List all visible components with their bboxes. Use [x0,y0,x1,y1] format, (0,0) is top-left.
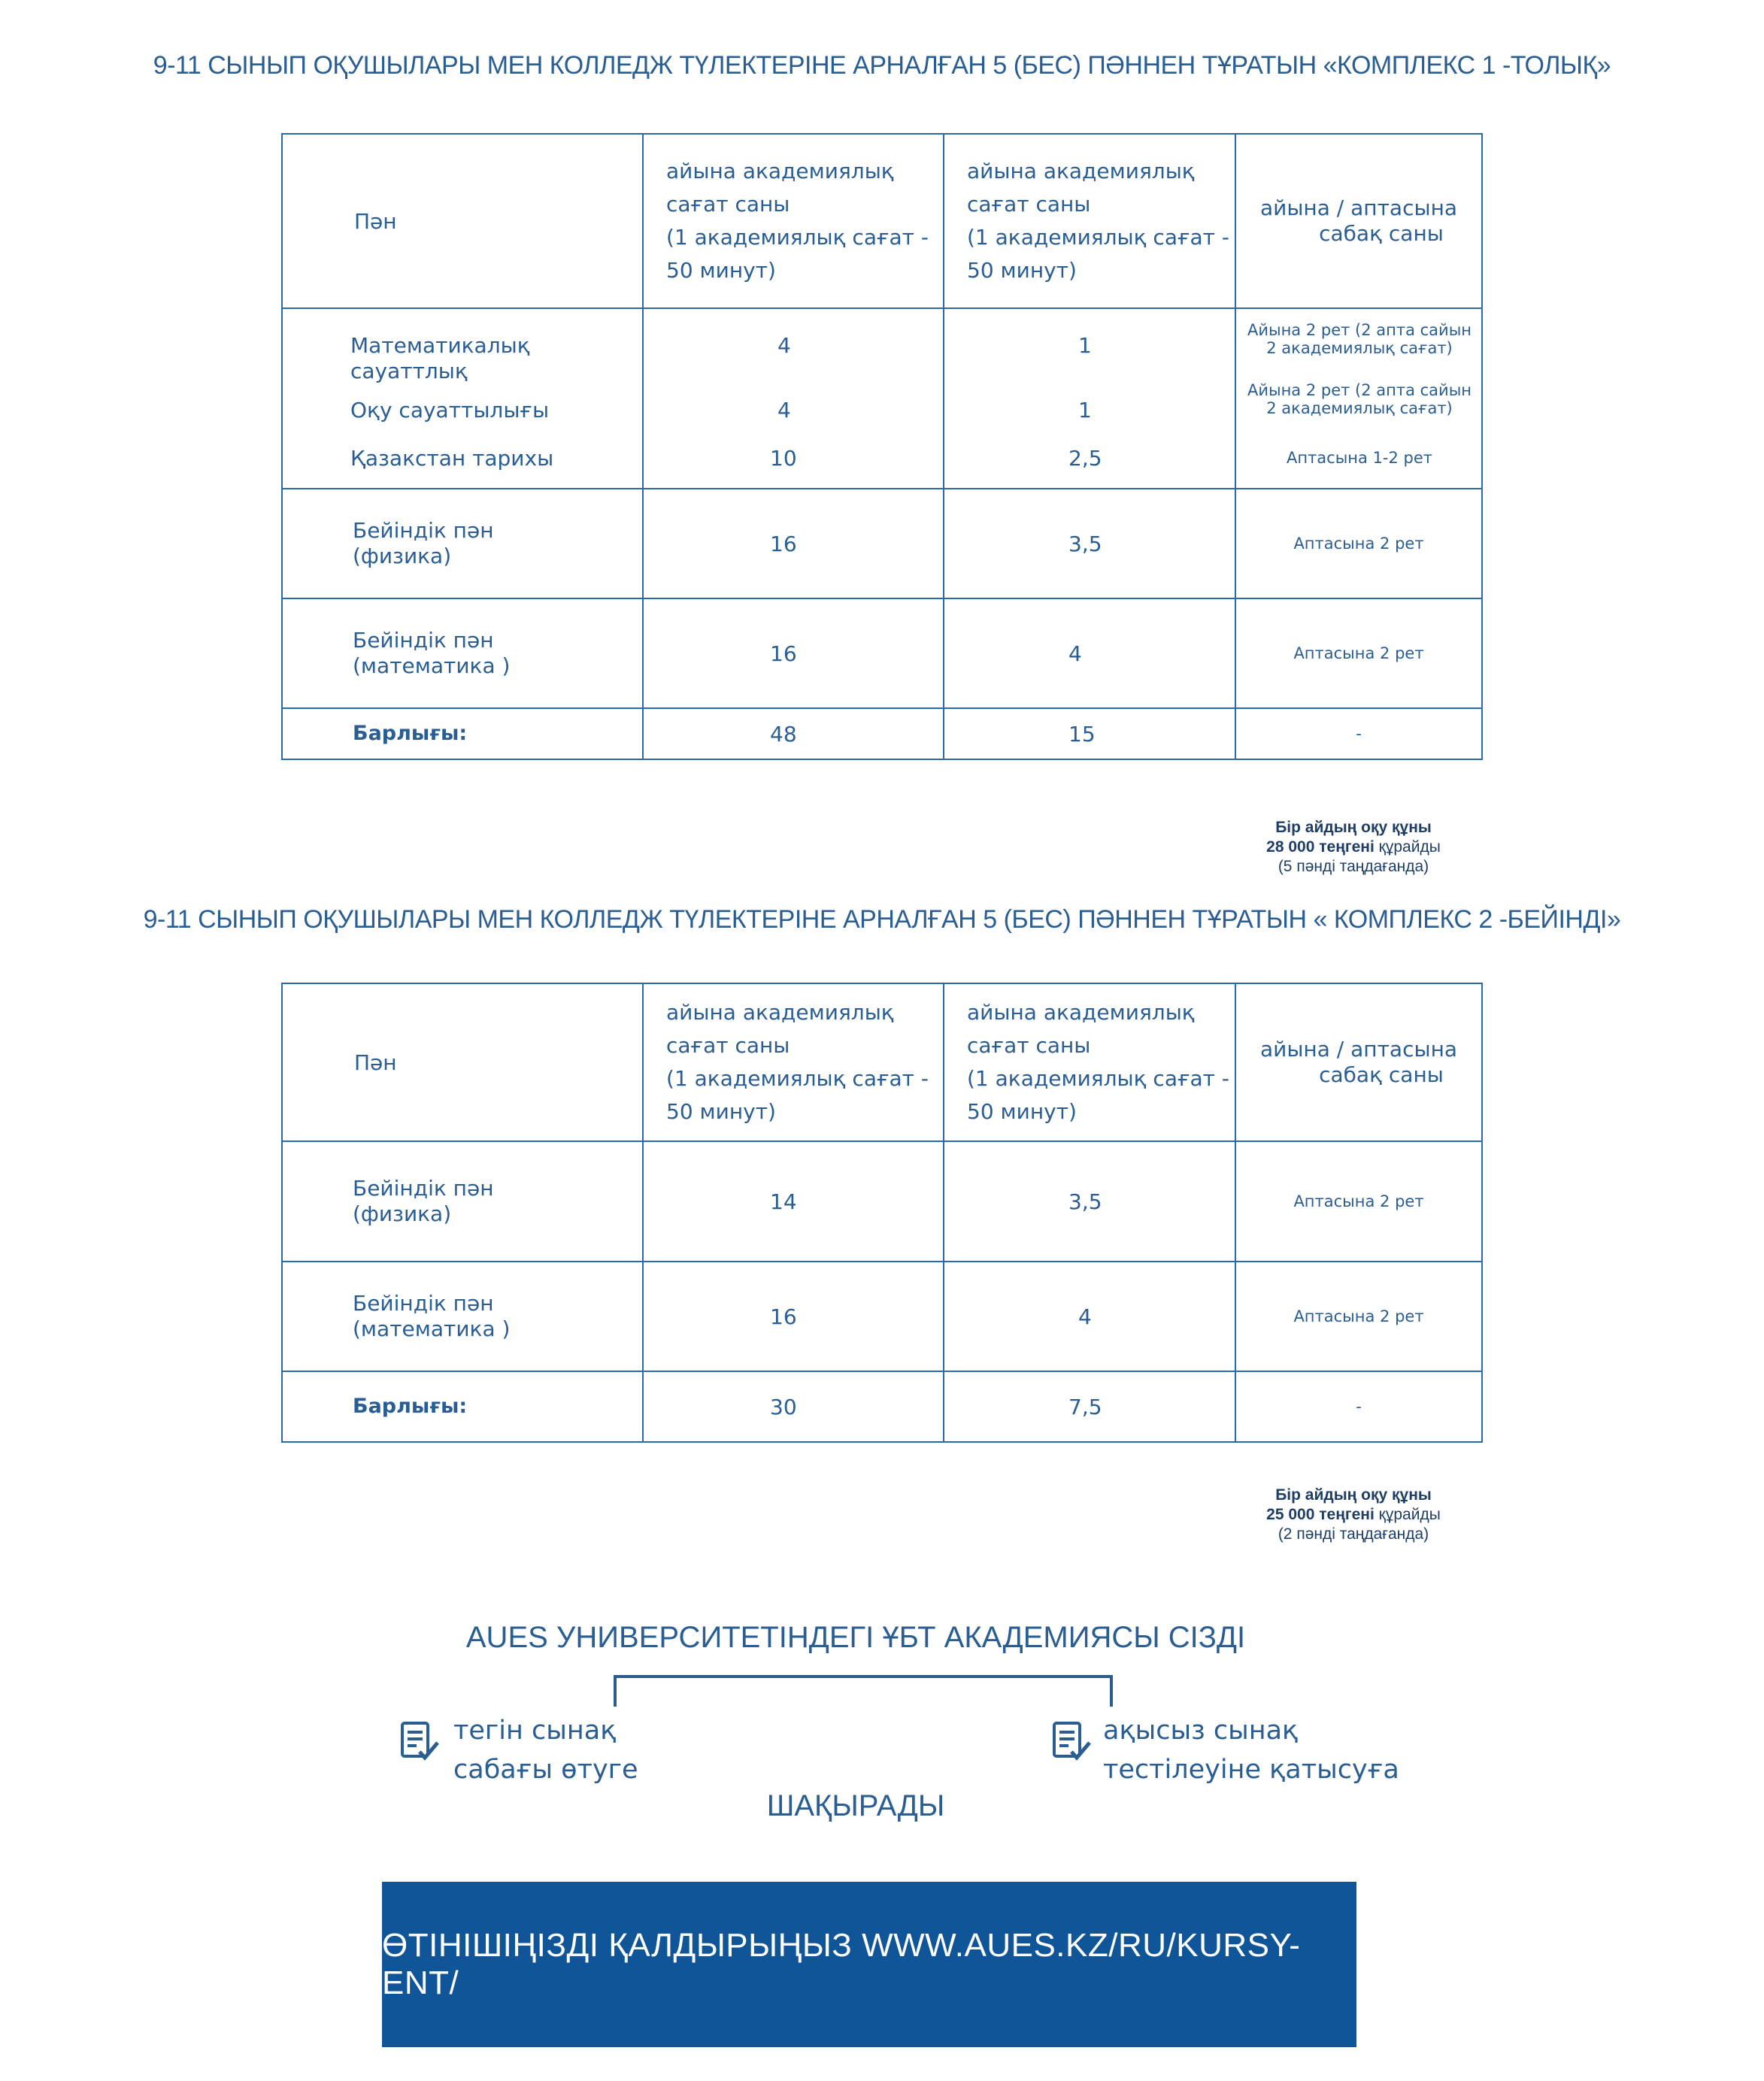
total-row [282,708,1482,759]
invite-title: AUES УНИВЕРСИТЕТІНДЕГІ ҰБТ АКАДЕМИЯСЫ СІЗДІ [465,1621,1246,1654]
lessons-cell: Аптасына 2 рет [1235,1141,1482,1262]
total-label: Барлығы: [282,708,643,759]
header-hours-week: айына академиялық сағат саны (1 академиялық сағат - 50 минут) [944,983,1235,1141]
header-lessons: айына / аптасына сабақ саны [1235,134,1482,308]
hours-month-cell: 16 [643,489,944,598]
hours-week-cell: 4 [944,598,1235,708]
hours-week-cell: 3,5 [944,1141,1235,1262]
table-header-row [282,983,1482,1141]
header-hours-month: айына академиялық сағат саны (1 академиялық сағат - 50 минут) [643,983,944,1141]
lessons-cell: Айына 2 рет (2 апта сайын 2 академиялық сағат) Айына 2 рет (2 апта сайын 2 академиялық сағат) Аптасына 1-2 рет [1235,308,1482,489]
table-row [282,1262,1482,1371]
apply-banner-link[interactable] [382,1882,1356,2047]
total-hours-month: 48 [643,708,944,759]
subject-cell: Бейіндік пән (физика) [282,1141,643,1262]
checklist-icon [399,1720,441,1766]
header-subject: Пән [282,134,643,308]
checklist-icon [1050,1720,1093,1766]
total-row [282,1371,1482,1442]
hours-month-cell: 16 [643,1262,944,1371]
header-hours-week: айына академиялық сағат саны (1 академиялық сағат - 50 минут) [944,134,1235,308]
invite-closing: ШАҚЫРАДЫ [766,1789,945,1822]
option-free-test: ақысыз сынақ тестілеуіне қатысуға [1103,1716,1399,1785]
total-hours-week: 7,5 [944,1371,1235,1442]
subject-cell: Математикалық сауаттлық Оқу сауаттылығы Қазакстан тарихы [282,308,643,489]
header-lessons: айына / аптасына сабақ саны [1235,983,1482,1141]
lessons-cell: Аптасына 2 рет [1235,598,1482,708]
complex1-price-note: Бір айдың оқу құны 28 000 теңгені құрайды (5 пәнді таңдағанда) [1266,819,1441,875]
header-hours-month: айына академиялық сағат саны (1 академиялық сағат - 50 минут) [643,134,944,308]
table-row [282,308,1482,489]
hours-month-cell: 16 [643,598,944,708]
complex2-table [281,983,1483,1443]
hours-week-cell: 4 [944,1262,1235,1371]
total-lessons: - [1235,1371,1482,1442]
complex1-title: 9-11 СЫНЫП ОҚУШЫЛАРЫ МЕН КОЛЛЕДЖ ТҮЛЕКТЕРІНЕ АРНАЛҒАН 5 (БЕС) ПӘННЕН ТҰРАТЫН «КОМПЛЕКС 1 -ТОЛЫҚ» [153,51,1611,80]
total-label: Барлығы: [282,1371,643,1442]
hours-month-cell: 14 [643,1141,944,1262]
total-hours-month: 30 [643,1371,944,1442]
option-free-lesson: тегін сынақ сабағы өтуге [453,1716,638,1785]
lessons-cell: Аптасына 2 рет [1235,489,1482,598]
table-header-row [282,134,1482,308]
apply-banner-text: ӨТІНІШІҢІЗДІ ҚАЛДЫРЫҢЫЗ WWW.AUES.KZ/RU/KURSY-ENT/ [382,1927,1301,2001]
complex2-price-note: Бір айдың оқу құны 25 000 теңгені құрайды (2 пәнді таңдағанда) [1266,1486,1441,1543]
table-row [282,489,1482,598]
lessons-cell: Аптасына 2 рет [1235,1262,1482,1371]
complex1-table [281,133,1483,760]
hours-month-cell: 4 4 10 [643,308,944,489]
header-subject: Пән [282,983,643,1141]
total-hours-week: 15 [944,708,1235,759]
table-row [282,598,1482,708]
subject-cell: Бейіндік пән (математика ) [282,1262,643,1371]
subject-cell: Бейіндік пән (математика ) [282,598,643,708]
table-row [282,1141,1482,1262]
total-lessons: - [1235,708,1482,759]
hours-week-cell: 1 1 2,5 [944,308,1235,489]
bracket-connector [609,1674,1117,1708]
complex2-title: 9-11 СЫНЫП ОҚУШЫЛАРЫ МЕН КОЛЛЕДЖ ТҮЛЕКТЕРІНЕ АРНАЛҒАН 5 (БЕС) ПӘННЕН ТҰРАТЫН « КОМПЛЕКС 2 -БЕЙІНДІ» [143,905,1621,934]
hours-week-cell: 3,5 [944,489,1235,598]
subject-cell: Бейіндік пән (физика) [282,489,643,598]
